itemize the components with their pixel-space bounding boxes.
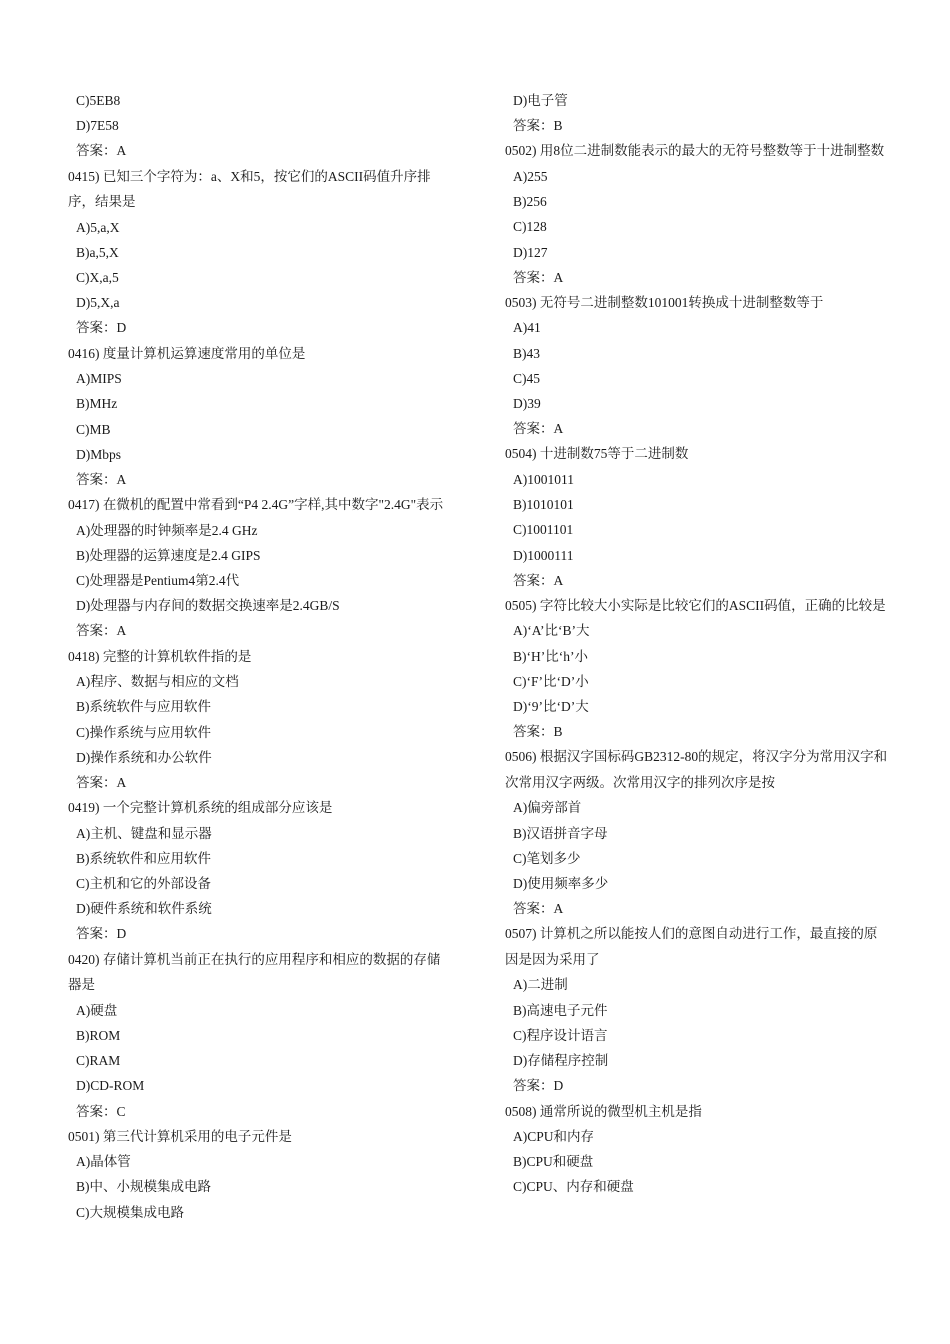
answer-key: 答案：A: [76, 774, 127, 790]
question-block: [68, 795, 448, 947]
answer-option: B)ROM: [76, 1027, 121, 1043]
question-block: [505, 88, 890, 138]
answer-option: A)‘A’比‘B’大: [513, 623, 590, 639]
answer-option: C)MB: [76, 421, 111, 437]
answer-option: B)处理器的运算速度是2.4 GIPS: [76, 547, 261, 563]
answer-option: A)CPU和内存: [513, 1129, 595, 1144]
question-block: [505, 744, 890, 921]
question-block: [505, 138, 890, 290]
answer-key: 答案：A: [76, 471, 127, 487]
answer-key: 答案：B: [513, 724, 563, 740]
question-stem: 0419) 一个完整计算机系统的组成部分应该是: [68, 800, 333, 816]
answer-option: D)39: [513, 396, 541, 412]
question-block: [68, 1124, 448, 1225]
answer-option: D)操作系统和办公软件: [76, 749, 212, 765]
answer-option: A)程序、数据与相应的文档: [76, 674, 239, 690]
answer-option: D)使用频率多少: [513, 876, 609, 892]
question-block: [68, 947, 448, 1124]
question-stem: 0505) 字符比较大小实际是比较它们的ASCII码值，正确的比较是: [505, 597, 886, 613]
answer-key: 答案：A: [513, 572, 564, 588]
right-column: [505, 88, 890, 1200]
question-stem: 0504) 十进制数75等于二进制数: [505, 446, 689, 462]
question-block: [68, 164, 448, 341]
answer-option: A)1001011: [513, 471, 574, 487]
answer-option: C)程序设计语言: [513, 1027, 608, 1043]
answer-option: D)电子管: [513, 93, 568, 108]
left-column: [68, 88, 448, 1225]
question-block: [505, 921, 890, 1098]
answer-option: C)操作系统与应用软件: [76, 724, 211, 740]
question-stem: 0420) 存储计算机当前正在执行的应用程序和相应的数据的存储器是: [68, 951, 441, 993]
answer-option: A)5,a,X: [76, 219, 120, 235]
question-stem: 0507) 计算机之所以能按人们的意图自动进行工作，最直接的原因是因为采用了: [505, 926, 878, 967]
question-stem: 0508) 通常所说的微型机主机是指: [505, 1103, 702, 1119]
answer-key: 答案：D: [76, 320, 127, 336]
answer-option: C)大规模集成电路: [76, 1204, 184, 1220]
answer-option: D)存储程序控制: [513, 1053, 609, 1069]
question-block: [505, 1099, 890, 1200]
answer-option: D)‘9’比‘D’大: [513, 699, 589, 715]
question-stem: 0501) 第三代计算机采用的电子元件是: [68, 1128, 292, 1144]
question-block: [505, 290, 890, 442]
question-stem: 0416) 度量计算机运算速度常用的单位是: [68, 345, 306, 361]
answer-option: B)‘H’比‘h’小: [513, 648, 588, 664]
answer-option: A)MIPS: [76, 371, 122, 387]
answer-option: B)CPU和硬盘: [513, 1154, 594, 1170]
answer-key: 答案：C: [76, 1103, 126, 1119]
answer-option: B)43: [513, 345, 540, 361]
answer-option: C)主机和它的外部设备: [76, 876, 211, 892]
question-block: [68, 341, 448, 493]
answer-key: 答案：A: [513, 901, 564, 917]
answer-option: C)5EB8: [76, 93, 121, 108]
answer-key: 答案：A: [76, 143, 127, 159]
answer-option: C)128: [513, 219, 547, 235]
answer-option: C)‘F’比‘D’小: [513, 673, 589, 689]
answer-option: D)127: [513, 244, 548, 260]
answer-key: 答案：A: [513, 421, 564, 437]
answer-option: A)偏旁部首: [513, 800, 582, 816]
question-block: [505, 593, 890, 745]
answer-option: B)系统软件与应用软件: [76, 699, 211, 715]
answer-key: 答案：A: [513, 269, 564, 285]
answer-option: C)45: [513, 370, 540, 386]
question-stem: 0418) 完整的计算机软件指的是: [68, 648, 252, 664]
answer-option: B)MHz: [76, 396, 118, 412]
answer-option: B)高速电子元件: [513, 1002, 608, 1018]
answer-option: D)1000111: [513, 547, 574, 563]
answer-key: 答案：B: [513, 118, 563, 134]
answer-option: D)CD-ROM: [76, 1078, 145, 1094]
answer-option: B)系统软件和应用软件: [76, 850, 211, 866]
answer-key: 答案：D: [76, 926, 127, 942]
question-stem: 0503) 无符号二进制整数101001转换成十进制整数等于: [505, 294, 824, 310]
answer-option: D)7E58: [76, 118, 119, 134]
answer-key: 答案：D: [513, 1078, 564, 1094]
answer-option: C)CPU、内存和硬盘: [513, 1179, 634, 1195]
question-block: [68, 88, 448, 164]
question-block: [68, 492, 448, 644]
answer-option: B)中、小规模集成电路: [76, 1179, 211, 1195]
question-stem: 0502) 用8位二进制数能表示的最大的无符号整数等于十进制整数: [505, 143, 885, 159]
question-stem: 0417) 在微机的配置中常看到“P4 2.4G”字样,其中数字"2.4G"表示: [68, 497, 444, 513]
answer-option: C)X,a,5: [76, 270, 119, 286]
answer-option: D)处理器与内存间的数据交换速率是2.4GB/S: [76, 598, 340, 614]
answer-option: C)RAM: [76, 1053, 121, 1069]
question-block: [68, 644, 448, 796]
question-stem: 0506) 根据汉字国标码GB2312-80的规定，将汉字分为常用汉字和次常用汉字两级。次常用汉字的排列次序是按: [505, 749, 888, 790]
answer-key: 答案：A: [76, 623, 127, 639]
answer-option: A)硬盘: [76, 1002, 118, 1018]
answer-option: B)汉语拼音字母: [513, 825, 608, 841]
answer-option: C)处理器是Pentium4第2.4代: [76, 573, 240, 589]
answer-option: C)1001101: [513, 522, 574, 538]
answer-option: A)255: [513, 168, 548, 184]
answer-option: B)256: [513, 194, 547, 210]
question-stem: 0415) 已知三个字符为：a、X和5，按它们的ASCII码值升序排序，结果是: [68, 168, 431, 210]
answer-option: C)笔划多少: [513, 850, 581, 866]
answer-option: A)二进制: [513, 977, 568, 993]
answer-option: D)Mbps: [76, 446, 122, 462]
answer-option: D)5,X,a: [76, 295, 120, 311]
answer-option: A)处理器的时钟频率是2.4 GHz: [76, 522, 258, 538]
answer-option: A)晶体管: [76, 1154, 131, 1170]
answer-option: A)41: [513, 320, 541, 336]
answer-option: A)主机、键盘和显示器: [76, 825, 212, 841]
question-block: [505, 441, 890, 593]
answer-option: B)1010101: [513, 497, 574, 513]
answer-option: B)a,5,X: [76, 244, 119, 260]
answer-option: D)硬件系统和软件系统: [76, 901, 212, 917]
